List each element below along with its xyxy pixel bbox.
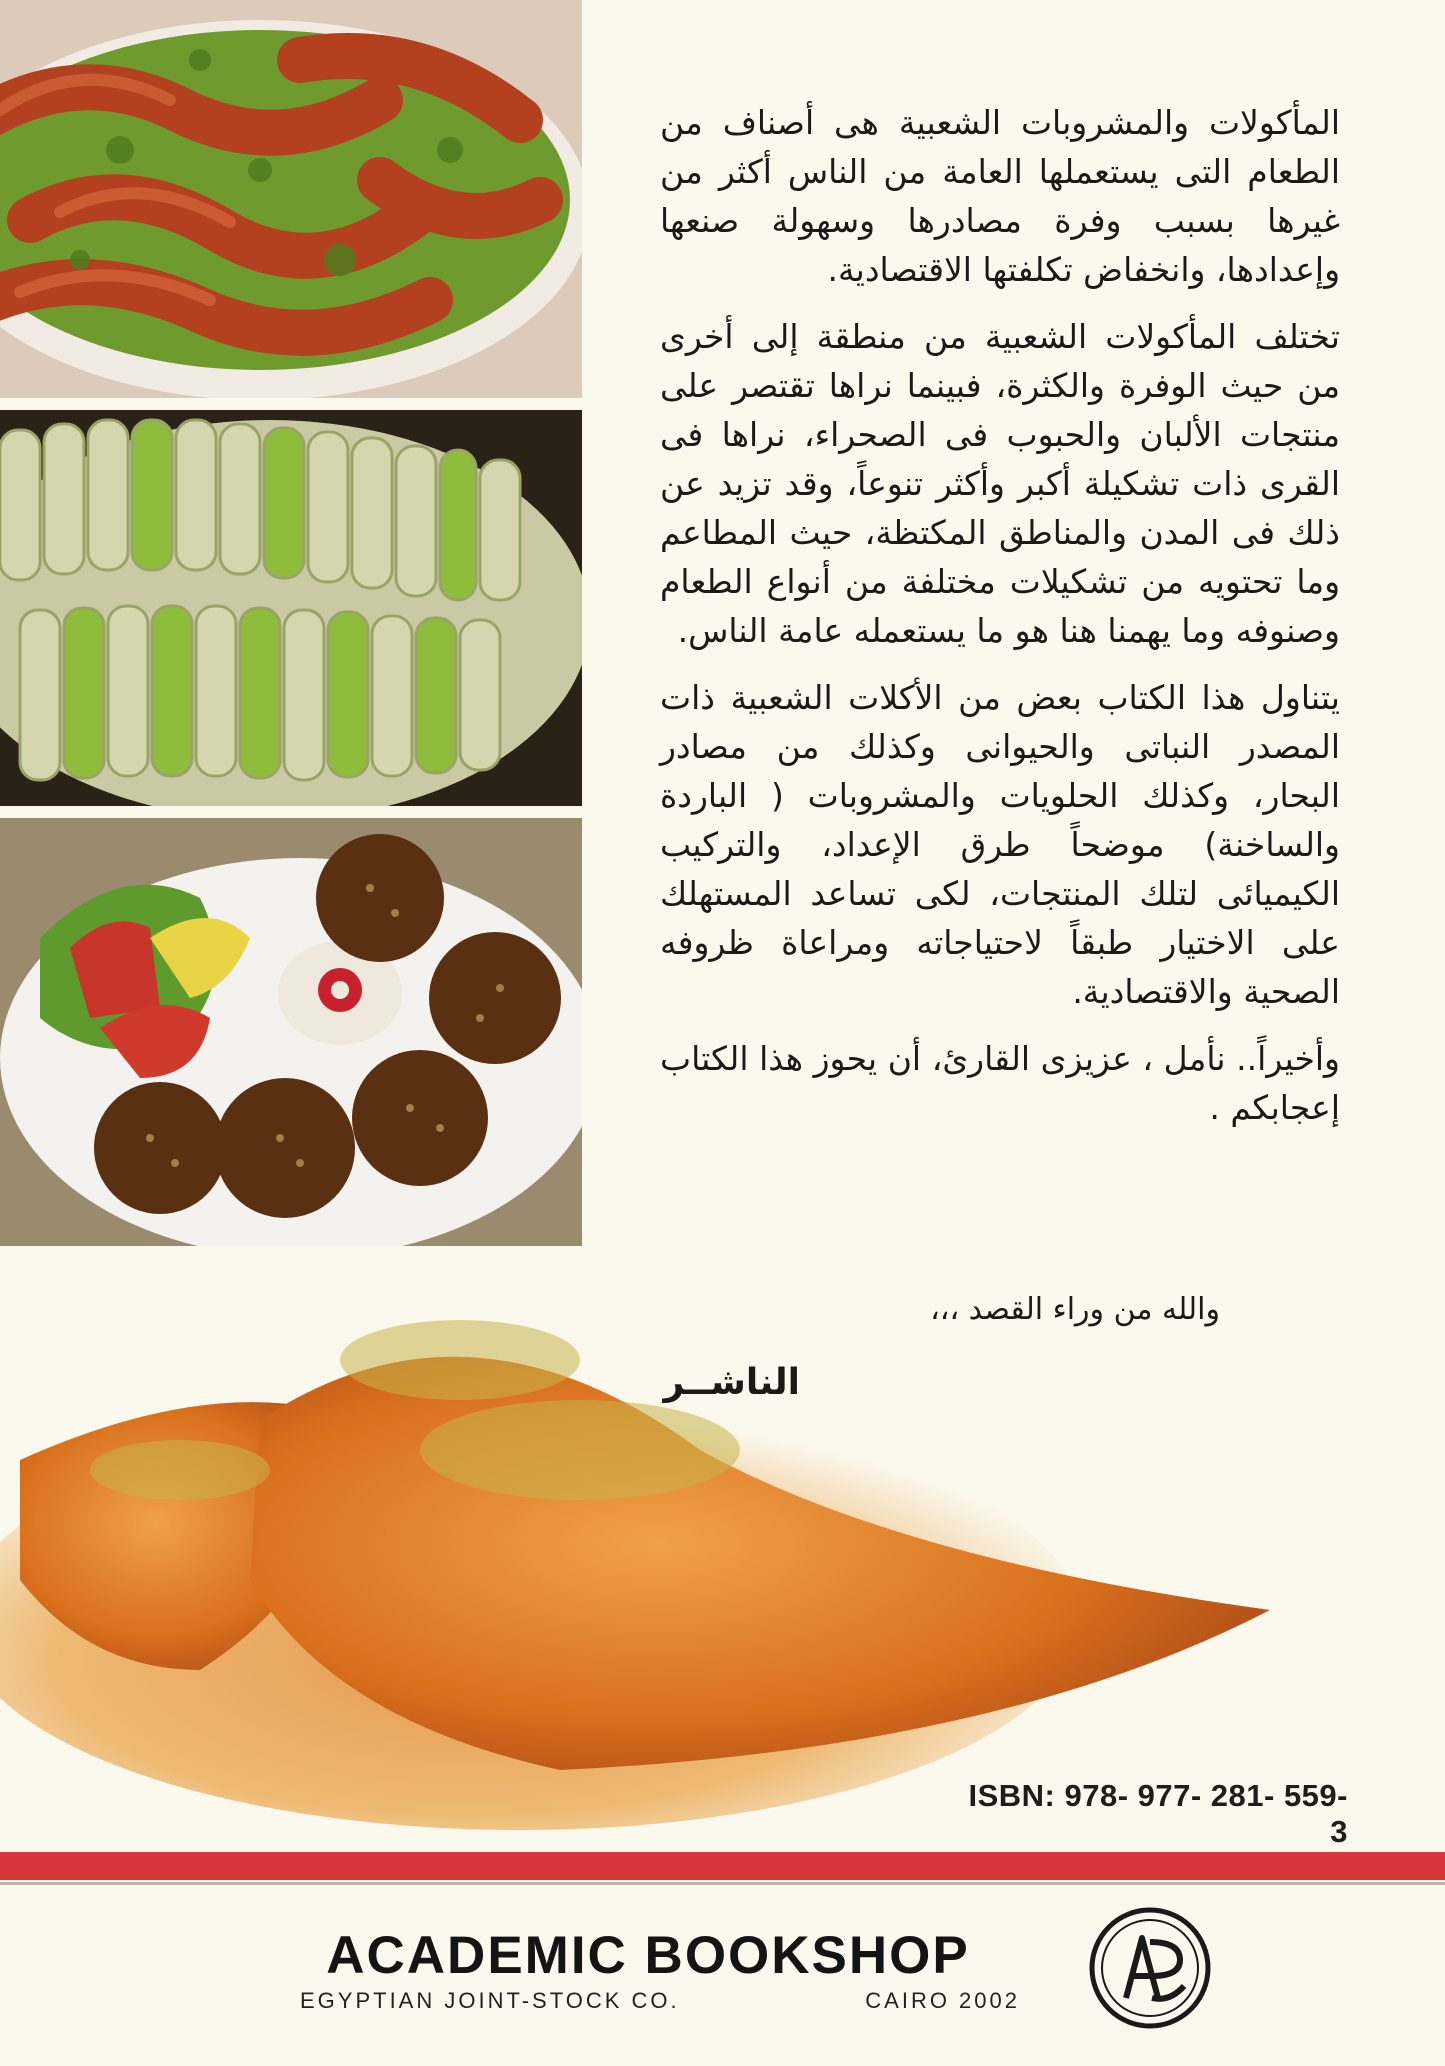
divider-line <box>0 1882 1445 1885</box>
paragraph-3: يتناول هذا الكتاب بعض من الأكلات الشعبية ذات المصدر النباتى والحيوانى وكذلك من مصادر البحار، وكذلك الحلويات والمشروبات ( الباردة والساخنة) موضحاً طرق الإعداد، والتركيب الكيميائى لتلك المنتجات، لكى تساعد المستهلك على الاختيار طبقاً لاحتياجاته ومراعاة ظروفه الصحية والاقتصادية. <box>660 678 1340 1011</box>
closing-phrase: والله من وراء القصد ،،، <box>930 1292 1220 1327</box>
brand-location: CAIRO 2002 <box>865 1988 1020 2013</box>
brand-company: EGYPTIAN JOINT-STOCK CO. <box>300 1988 680 2013</box>
sausage-plate-photo <box>0 0 582 398</box>
falafel-illustration <box>0 818 582 1246</box>
pastry-illustration <box>0 1250 1445 1850</box>
paragraph-4: وأخيراً.. نأمل ، عزيزى القارئ، أن يحوز هذا الكتاب إعجابكم . <box>660 1039 1340 1127</box>
brand-name: ACADEMIC BOOKSHOP <box>326 1926 970 1985</box>
publisher-signature: الناشــر <box>663 1362 800 1403</box>
introduction-text <box>660 98 1340 1150</box>
sausage-illustration <box>0 0 582 398</box>
paragraph-1: المأكولات والمشروبات الشعبية هى أصناف من الطعام التى يستعملها العامة من الناس أكثر من غيرها بسبب وفرة مصادرها وسهولة صنعها وإعدادها، وانخفاض تكلفتها الاقتصادية. <box>660 103 1340 289</box>
brand-subline <box>300 1988 1020 2014</box>
pastry-dessert-photo <box>0 1250 1445 1850</box>
cabbage-rolls-illustration <box>0 410 582 806</box>
red-stripe <box>0 1852 1445 1880</box>
falafel-salad-photo <box>0 818 582 1246</box>
publisher-logo <box>1088 1906 1212 2030</box>
stuffed-cabbage-photo <box>0 410 582 806</box>
paragraph-2: تختلف المأكولات الشعبية من منطقة إلى أخرى من حيث الوفرة والكثرة، فبينما نراها تقتصر على منتجات الألبان والحبوب فى الصحراء، نراها فى القرى ذات تشكيلة أكبر وأكثر تنوعاً، وقد تزيد عن ذلك فى المدن والمناطق المكتظة، حيث المطاعم وما تحتويه من تشكيلات مختلفة من أنواع الطعام وصنوفه وما يهمنا هنا هو ما يستعمله عامة الناس. <box>660 317 1340 650</box>
isbn-number: ISBN: 978- 977- 281- 559- 3 <box>968 1778 1348 1849</box>
